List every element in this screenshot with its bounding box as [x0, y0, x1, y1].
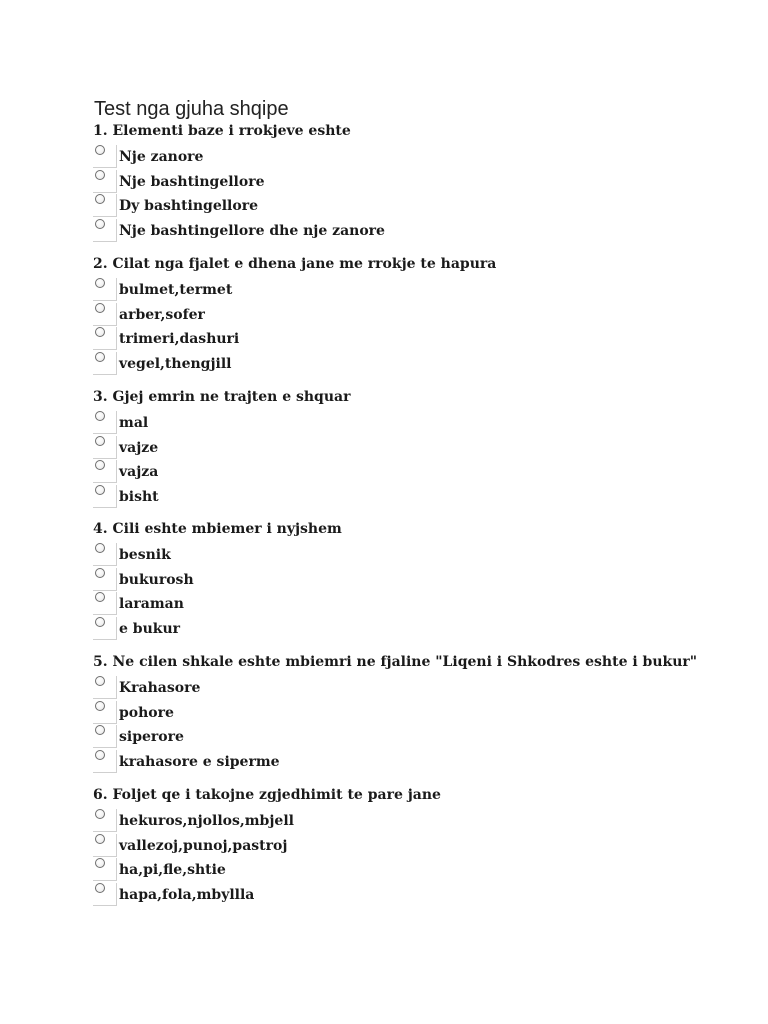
option-1a[interactable]	[93, 146, 753, 171]
option-3d[interactable]	[93, 486, 753, 511]
radio-button-icon[interactable]	[95, 809, 105, 819]
option-label: Nje zanore	[119, 149, 204, 165]
radio-button-icon[interactable]	[95, 460, 105, 470]
radio-button-icon[interactable]	[95, 352, 105, 362]
option-label: laraman	[119, 596, 184, 612]
radio-button-icon[interactable]	[95, 617, 105, 627]
radio-button-icon[interactable]	[95, 303, 105, 313]
option-5c[interactable]	[93, 726, 753, 751]
question-text: 1. Elementi baze i rrokjeve eshte	[93, 123, 351, 139]
option-label: arber,sofer	[119, 306, 205, 323]
question-text: 5. Ne cilen shkale eshte mbiemri ne fjaline "Liqeni i Shkodres eshte i bukur"	[93, 654, 698, 670]
radio-button-icon[interactable]	[95, 750, 105, 760]
option-1c[interactable]	[93, 195, 753, 220]
option-5b[interactable]	[93, 702, 753, 727]
option-2b[interactable]	[93, 304, 753, 329]
option-label: Nje bashtingellore dhe nje zanore	[119, 222, 385, 239]
option-label: vallezoj,punoj,pastroj	[119, 837, 288, 854]
option-4d[interactable]	[93, 618, 753, 643]
option-6a[interactable]	[93, 810, 753, 835]
option-label: Dy bashtingellore	[119, 198, 258, 214]
option-3a[interactable]	[93, 412, 753, 437]
radio-button-icon[interactable]	[95, 834, 105, 844]
option-6b[interactable]	[93, 835, 753, 860]
option-5a[interactable]	[93, 677, 753, 702]
option-label: siperore	[119, 729, 184, 745]
option-label: vajza	[119, 464, 159, 480]
radio-button-icon[interactable]	[95, 145, 105, 155]
option-label: vajze	[119, 439, 159, 456]
radio-button-icon[interactable]	[95, 436, 105, 446]
option-2d[interactable]	[93, 353, 753, 378]
option-label: bulmet,termet	[119, 282, 233, 298]
option-label: pohore	[119, 704, 174, 721]
question-text: 2. Cilat nga fjalet e dhena jane me rrokje te hapura	[93, 256, 497, 272]
option-2a[interactable]	[93, 279, 753, 304]
option-label: mal	[119, 415, 149, 431]
question-1	[93, 122, 753, 244]
option-4a[interactable]	[93, 544, 753, 569]
option-5d[interactable]	[93, 751, 753, 776]
option-label: krahasore e siperme	[119, 753, 280, 770]
question-text: 6. Foljet qe i takojne zgjedhimit te pare jane	[93, 787, 441, 803]
radio-button-icon[interactable]	[95, 485, 105, 495]
option-label: Krahasore	[119, 680, 201, 696]
option-6c[interactable]	[93, 859, 753, 884]
option-3c[interactable]	[93, 461, 753, 486]
page-title: Test nga gjuha shqipe	[94, 98, 289, 120]
radio-button-icon[interactable]	[95, 411, 105, 421]
option-label: trimeri,dashuri	[119, 331, 240, 347]
option-4b[interactable]	[93, 569, 753, 594]
radio-button-icon[interactable]	[95, 219, 105, 229]
radio-button-icon[interactable]	[95, 327, 105, 337]
radio-button-icon[interactable]	[95, 883, 105, 893]
option-label: ha,pi,fle,shtie	[119, 862, 226, 878]
radio-button-icon[interactable]	[95, 725, 105, 735]
radio-button-icon[interactable]	[95, 701, 105, 711]
option-label: Nje bashtingellore	[119, 173, 265, 190]
option-1b[interactable]	[93, 171, 753, 196]
radio-button-icon[interactable]	[95, 676, 105, 686]
question-4	[93, 520, 753, 642]
radio-button-icon[interactable]	[95, 543, 105, 553]
radio-button-icon[interactable]	[95, 858, 105, 868]
option-label: e bukur	[119, 620, 181, 637]
radio-button-icon[interactable]	[95, 278, 105, 288]
question-3	[93, 388, 753, 510]
radio-button-icon[interactable]	[95, 170, 105, 180]
radio-button-icon[interactable]	[95, 194, 105, 204]
option-6d[interactable]	[93, 884, 753, 909]
question-2	[93, 255, 753, 377]
option-4c[interactable]	[93, 593, 753, 618]
question-text: 4. Cili eshte mbiemer i nyjshem	[93, 521, 342, 537]
option-2c[interactable]	[93, 328, 753, 353]
question-text: 3. Gjej emrin ne trajten e shquar	[93, 389, 351, 405]
question-5	[93, 653, 753, 775]
radio-button-icon[interactable]	[95, 568, 105, 578]
option-label: besnik	[119, 547, 171, 563]
option-label: vegel,thengjill	[119, 355, 232, 372]
option-1d[interactable]	[93, 220, 753, 245]
question-6	[93, 786, 753, 908]
option-label: bisht	[119, 488, 159, 505]
option-label: hapa,fola,mbyllla	[119, 886, 255, 903]
option-label: bukurosh	[119, 571, 194, 588]
option-label: hekuros,njollos,mbjell	[119, 813, 294, 829]
option-3b[interactable]	[93, 437, 753, 462]
radio-button-icon[interactable]	[95, 592, 105, 602]
